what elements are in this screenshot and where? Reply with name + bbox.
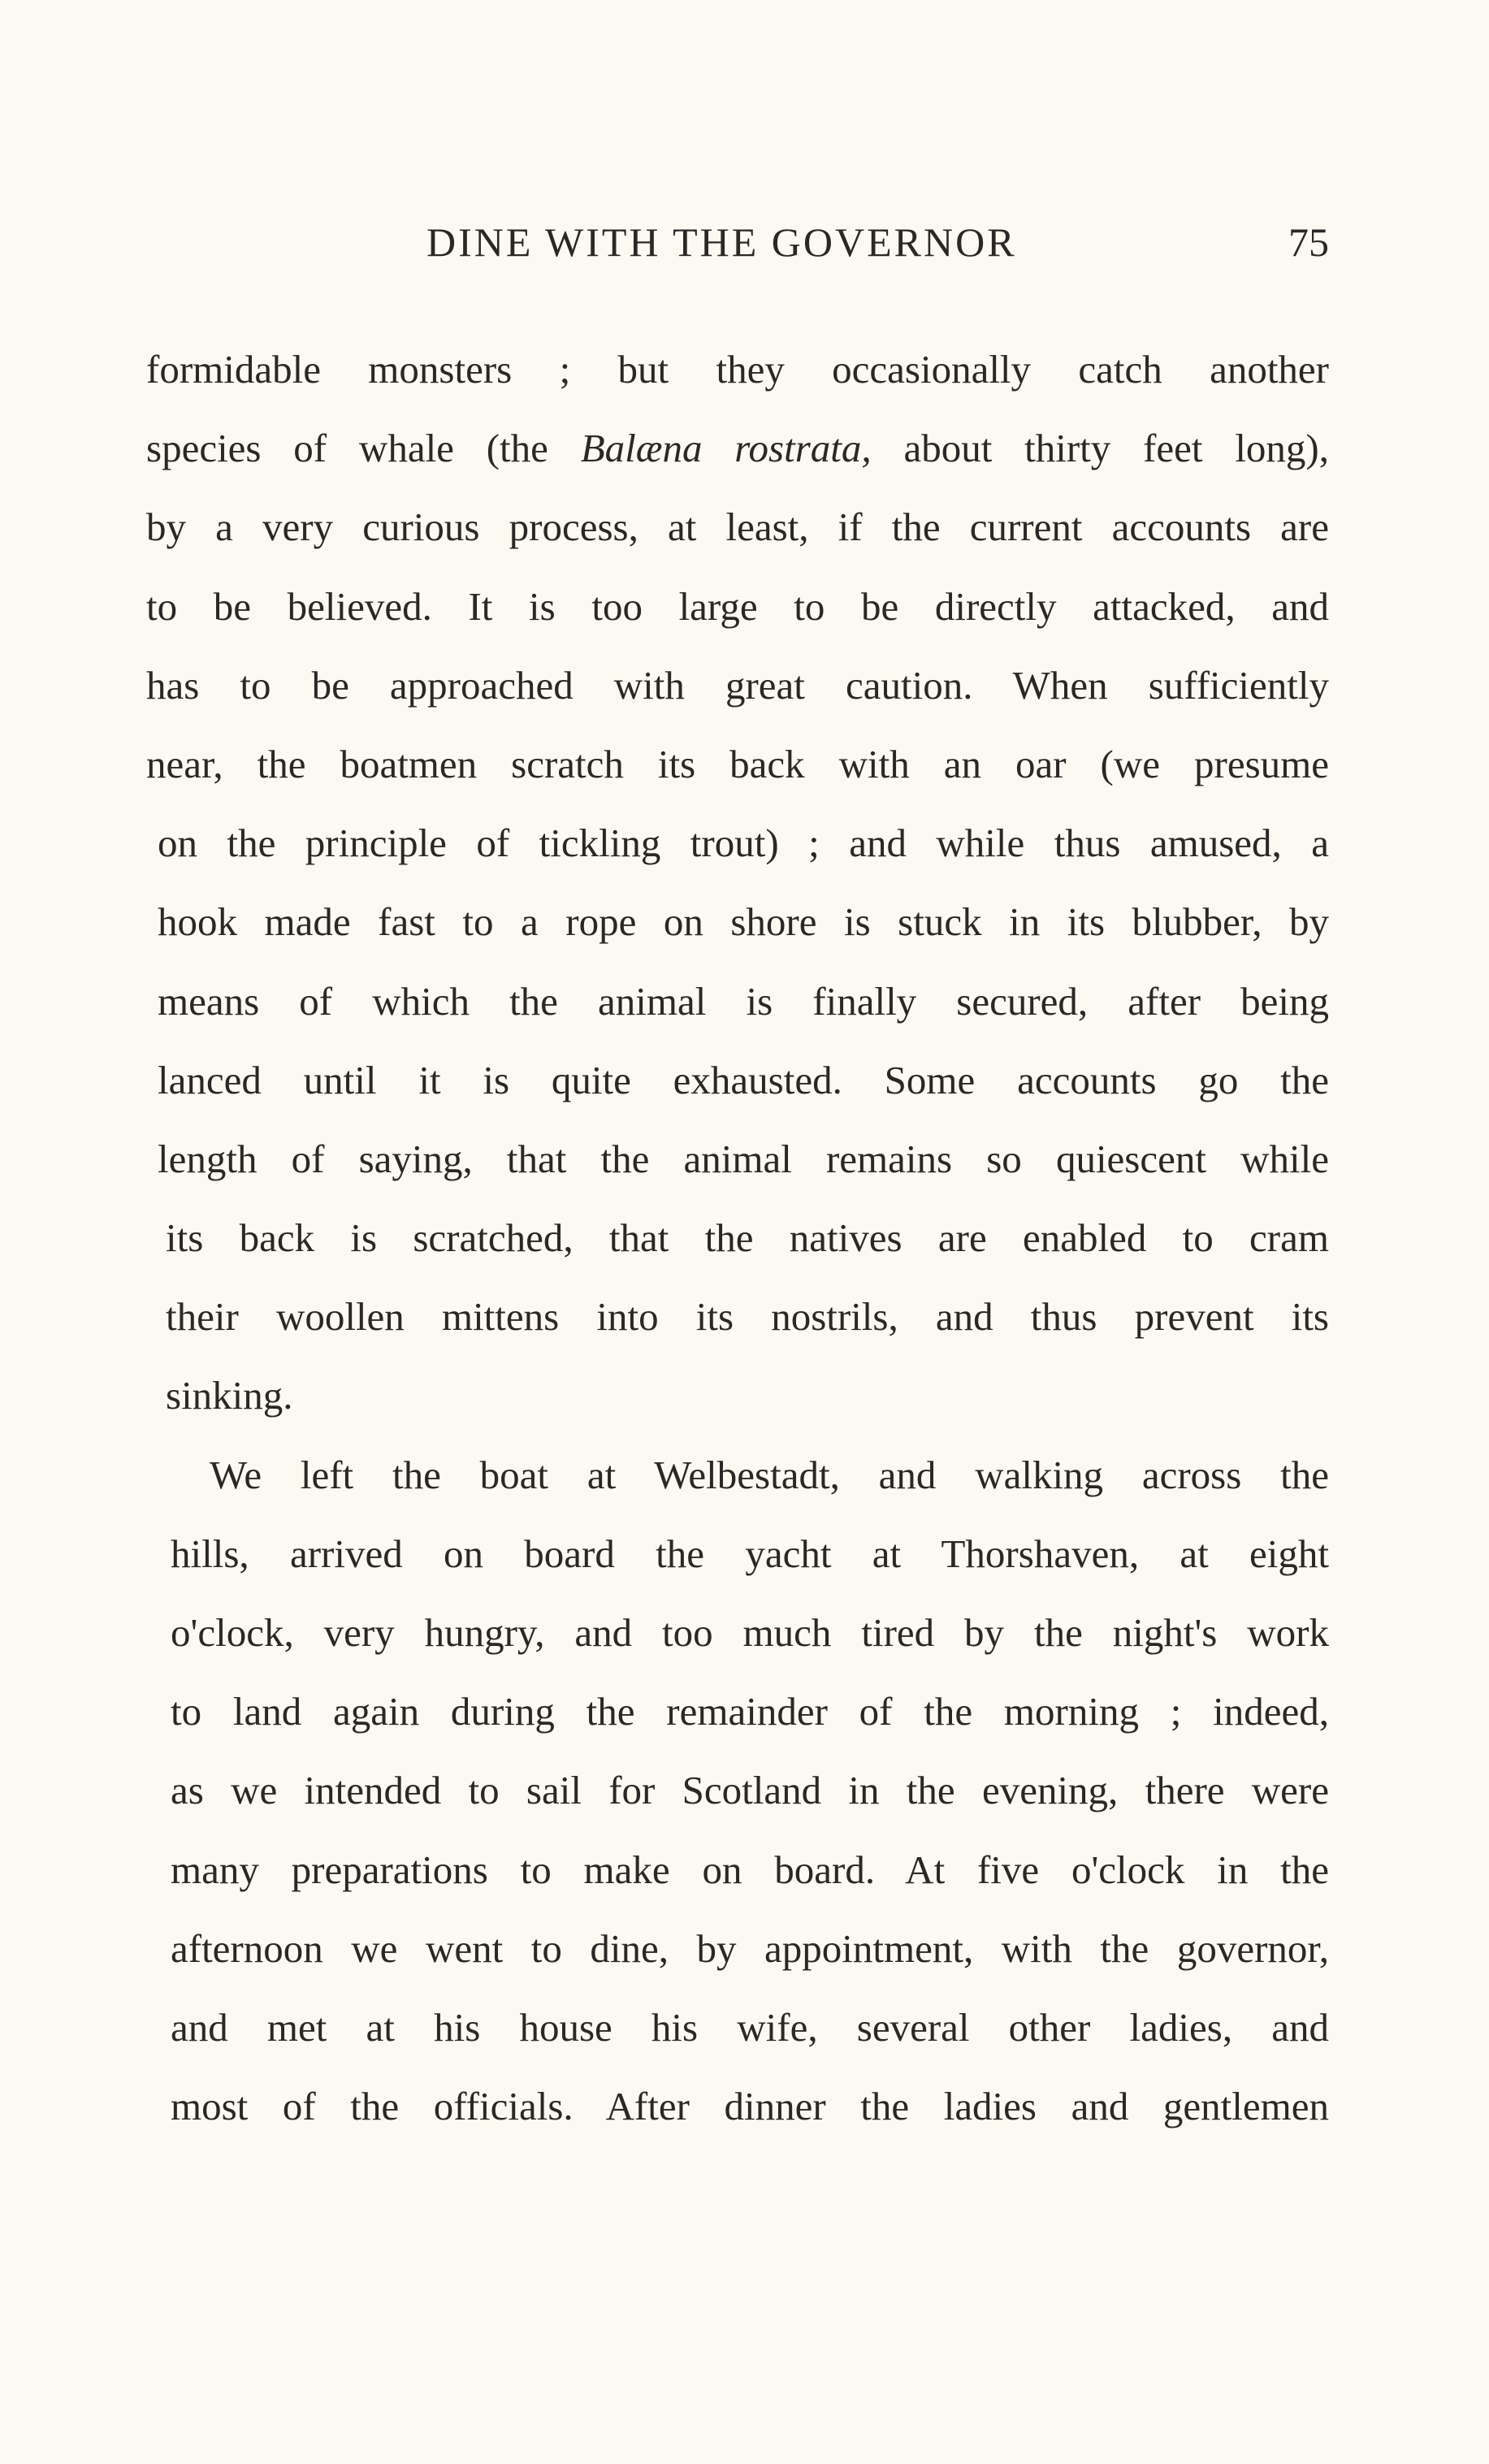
text-line: has to be approached with great caution. When sufficiently [146,662,1329,708]
running-title: DINE WITH THE GOVERNOR [426,219,1017,265]
text-line: hills, arrived on board the yacht at Thorshaven, at eight [171,1531,1329,1576]
text-line: sinking. [166,1373,293,1418]
text-line: o'clock, very hungry, and too much tired by the night's work [171,1610,1329,1655]
text-line: lanced until it is quite exhausted. Some accounts go the [158,1057,1329,1102]
text-line: afternoon we went to dine, by appointment, with the governor, [171,1925,1329,1971]
text-line: its back is scratched, that the natives are enabled to cram [166,1215,1329,1261]
text-line: on the principle of tickling trout) ; and while thus amused, a [158,821,1329,866]
text-line: to be believed. It is too large to be directly attacked, and [146,583,1329,629]
text-line: hook made fast to a rope on shore is stuck in its blubber, by [158,899,1329,945]
text-line: near, the boatmen scratch its back with an oar (we presume [146,741,1329,786]
text-line: many preparations to make on board. At five o'clock in the [171,1847,1329,1892]
text-fragment: about thirty feet long), [871,426,1329,471]
text-line: to land again during the remainder of the morning ; indeed, [171,1689,1329,1734]
text-line: most of the officials. After dinner the ladies and gentlemen [171,2084,1329,2129]
running-head [146,210,1329,275]
text-line: means of which the animal is finally secured, after being [158,978,1329,1024]
text-line [146,409,1329,487]
text-line: and met at his house his wife, several other ladies, and [171,2004,1329,2050]
text-line: length of saying, that the animal remains so quiescent while [158,1136,1329,1181]
text-line: their woollen mittens into its nostrils, and thus prevent its [166,1294,1329,1340]
body-text [146,330,1329,2146]
text-line: We left the boat at Welbestadt, and walking across the [210,1452,1329,1497]
text-fragment: species of whale (the [146,426,581,471]
text-line: formidable monsters ; but they occasionally catch another [146,347,1329,392]
text-line: as we intended to sail for Scotland in the evening, there were [171,1768,1329,1813]
page-number: 75 [1288,219,1329,265]
species-name: Balæna rostrata, [580,426,872,471]
text-line: by a very curious process, at least, if the current accounts are [146,504,1329,550]
